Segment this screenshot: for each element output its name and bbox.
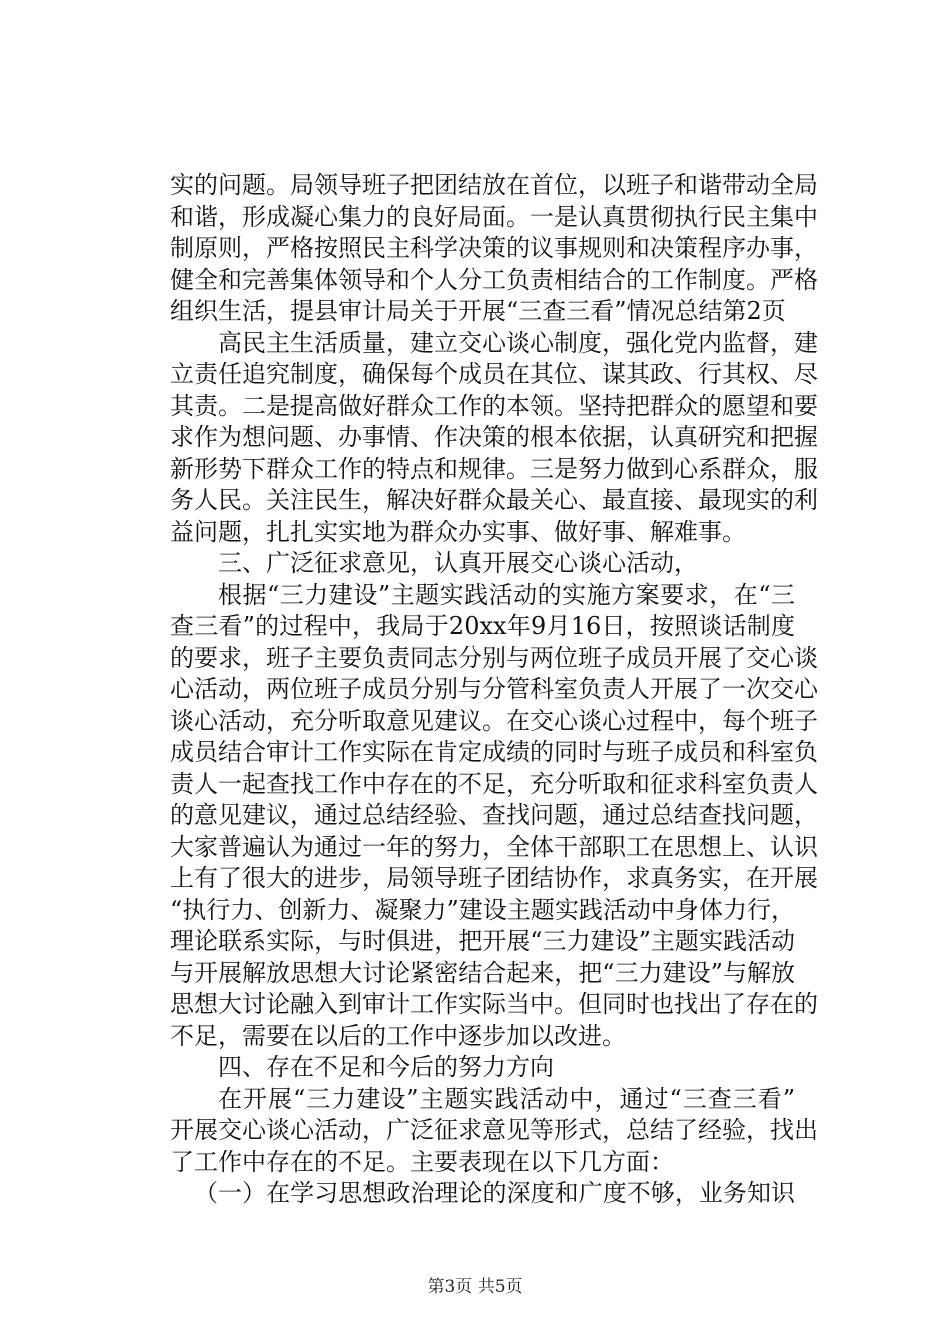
text-line: 的要求，班子主要负责同志分别与两位班子成员开展了交心谈 <box>170 643 818 672</box>
text-line: 制原则，严格按照民主科学决策的议事规则和决策程序办事， <box>170 234 818 262</box>
text-line: 立责任追究制度，确保每个成员在其位、谋其政、行其权、尽 <box>170 360 818 388</box>
subsection-line: （一）在学习思想政治理论的深度和广度不够，业务知识 <box>194 1179 795 1207</box>
text-line: 查三看”的过程中，我局于20xx年9月16日，按照谈话制度 <box>170 612 795 640</box>
paragraph-start-line: 根据“三力建设”主题实践活动的实施方案要求，在“三 <box>218 580 795 609</box>
text-line: 实的问题。局领导班子把团结放在首位，以班子和谐带动全局 <box>170 171 818 199</box>
page-number-label: 第3页 共5页 <box>427 1277 523 1297</box>
text-line: 健全和完善集体领导和个人分工负责相结合的工作制度。严格 <box>170 265 818 294</box>
text-line: 不足，需要在以后的工作中逐步加以改进。 <box>170 1021 626 1050</box>
text-line: 责人一起查找工作中存在的不足，充分听取和征求科室负责人 <box>170 769 818 798</box>
text-line: 了工作中存在的不足。主要表现在以下几方面： <box>170 1147 674 1176</box>
text-line: 上有了很大的进步，局领导班子团结协作，求真务实，在开展 <box>170 864 818 892</box>
section-heading: 四、存在不足和今后的努力方向 <box>218 1053 554 1081</box>
text-line: 心活动，两位班子成员分别与分管科室负责人开展了一次交心 <box>170 675 818 703</box>
text-line: 的意见建议，通过总结经验、查找问题，通过总结查找问题， <box>170 801 818 829</box>
section-heading: 三、广泛征求意见，认真开展交心谈心活动， <box>218 549 698 577</box>
text-line: 开展交心谈心活动，广泛征求意见等形式，总结了经验，找出 <box>170 1116 818 1144</box>
page-footer <box>0 1272 950 1297</box>
text-line: 新形势下群众工作的特点和规律。三是努力做到心系群众，服 <box>170 454 818 483</box>
text-line: 求作为想问题、办事情、作决策的根本依据，认真研究和把握 <box>170 423 818 451</box>
paragraph-start-line: 高民主生活质量，建立交心谈心制度，强化党内监督，建 <box>218 328 818 357</box>
text-line: 益问题，扎扎实实地为群众办实事、做好事、解难事。 <box>170 517 746 546</box>
text-line: 务人民。关注民生，解决好群众最关心、最直接、最现实的利 <box>170 486 818 514</box>
text-line: 与开展解放思想大讨论紧密结合起来，把“三力建设”与解放 <box>170 958 795 987</box>
paragraph-start-line: 在开展“三力建设”主题实践活动中，通过“三查三看” <box>218 1084 795 1113</box>
text-line: 其责。二是提高做好群众工作的本领。坚持把群众的愿望和要 <box>170 391 818 420</box>
text-line: 和谐，形成凝心集力的良好局面。一是认真贯彻执行民主集中 <box>170 202 818 231</box>
text-line: 组织生活，提县审计局关于开展“三查三看”情况总结第2页 <box>170 297 786 325</box>
document-body <box>170 170 818 1210</box>
text-line: “执行力、创新力、凝聚力”建设主题实践活动中身体力行， <box>170 895 795 924</box>
text-line: 思想大讨论融入到审计工作实际当中。但同时也找出了存在的 <box>170 990 818 1018</box>
text-line: 理论联系实际，与时俱进，把开展“三力建设”主题实践活动 <box>170 927 795 955</box>
text-line: 谈心活动，充分听取意见建议。在交心谈心过程中，每个班子 <box>170 706 818 735</box>
text-line: 成员结合审计工作实际在肯定成绩的同时与班子成员和科室负 <box>170 738 818 766</box>
text-line: 大家普遍认为通过一年的努力，全体干部职工在思想上、认识 <box>170 832 818 861</box>
